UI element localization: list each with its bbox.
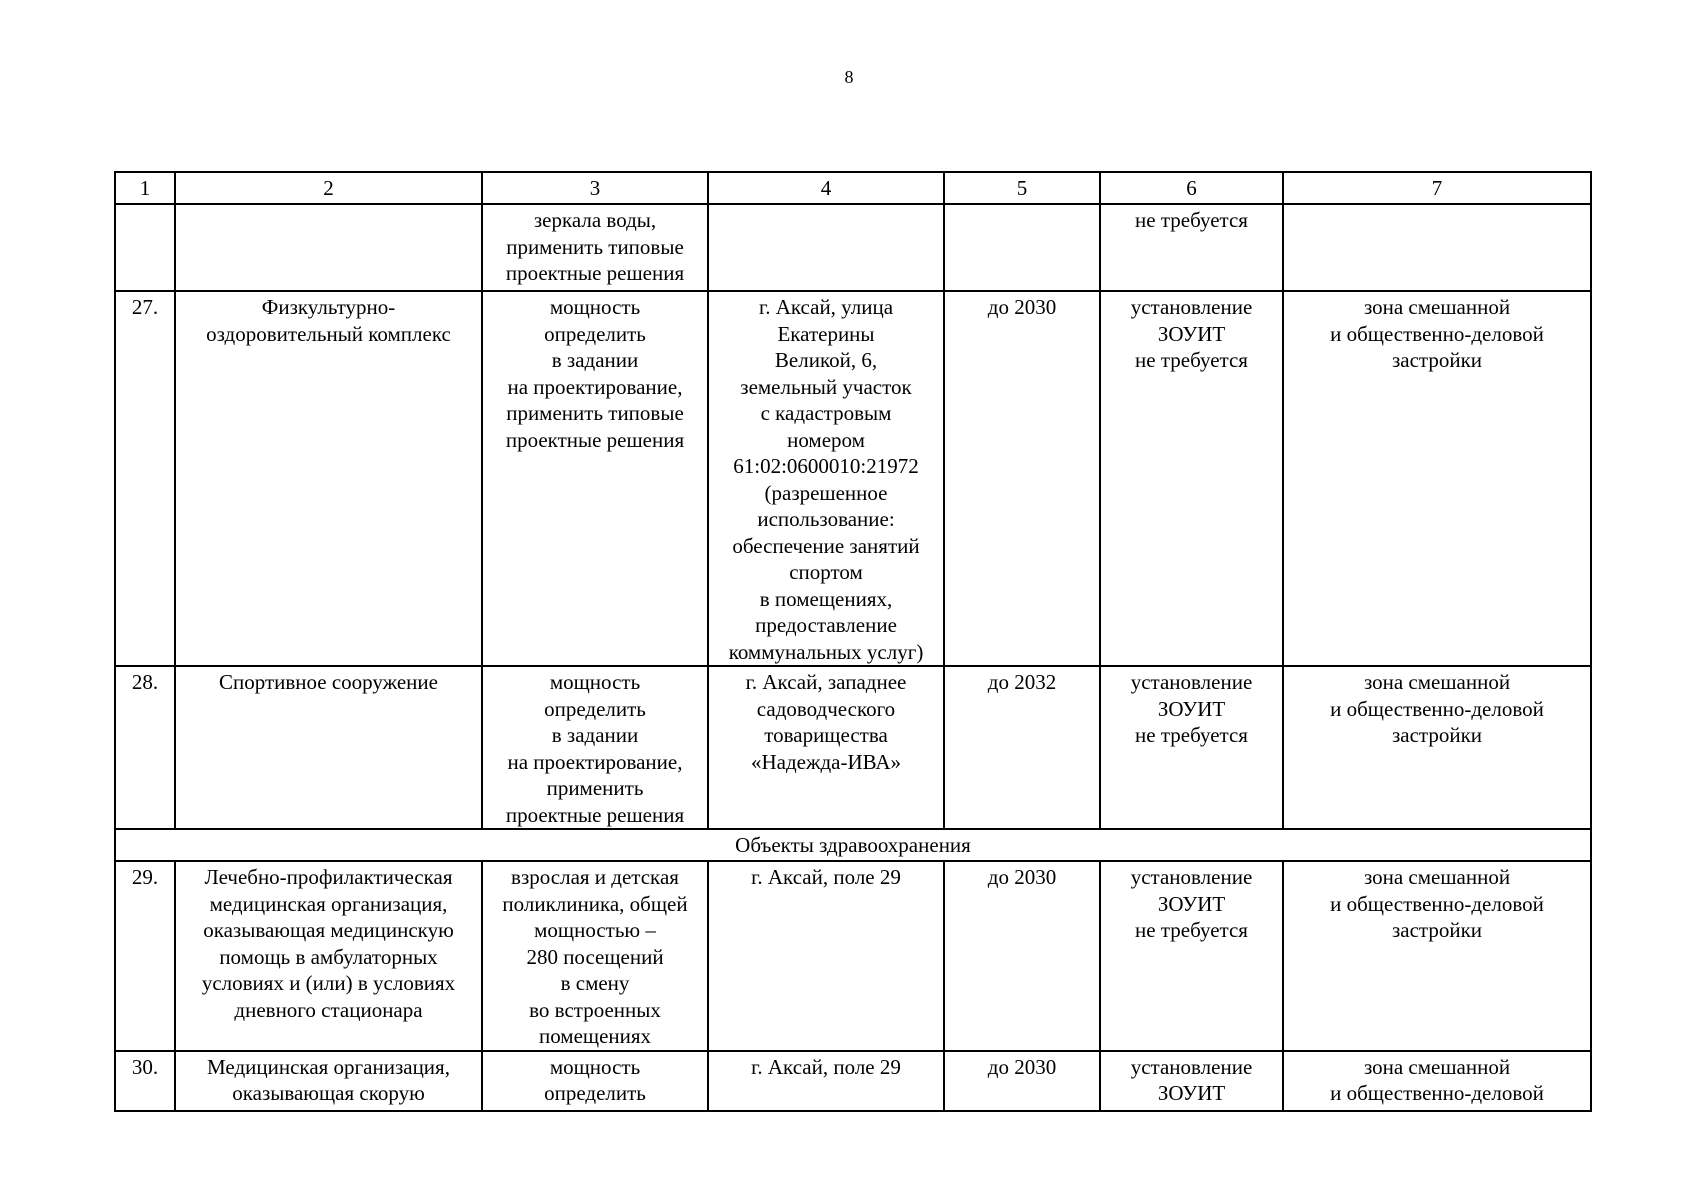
page-number: 8 <box>844 67 854 87</box>
location-cell <box>708 861 944 1051</box>
cell-line: и общественно-деловой <box>1330 891 1544 916</box>
continuation-rows <box>115 204 1591 291</box>
cell-line: установление <box>1130 1054 1253 1079</box>
cell-line: установление <box>1130 670 1253 694</box>
cell-line: использование: <box>757 507 895 531</box>
cell-line: мощность <box>549 1054 641 1079</box>
cell-line: применить типовые <box>506 401 684 425</box>
cell-line: зона смешанной <box>1363 865 1511 889</box>
section-row-health <box>115 829 1591 861</box>
term-cell <box>944 666 1100 829</box>
zone-cell <box>1283 1051 1591 1111</box>
zouit-cell <box>1100 291 1283 666</box>
cell-line: оказывающая скорую <box>232 1081 425 1105</box>
cell-line: Лечебно-профилактическая <box>204 865 453 889</box>
row-number-cell: 30. <box>115 1051 175 1111</box>
object-name-cell <box>175 861 482 1051</box>
cell-line: Медицинская организация, <box>207 1054 450 1079</box>
cell-line: Екатерины <box>777 321 875 346</box>
cell-line: товарищества <box>764 723 888 747</box>
location-cell <box>708 204 944 291</box>
cell-line: застройки <box>1391 348 1483 372</box>
cell-line: в смену <box>560 971 630 995</box>
cell-line: до 2032 <box>987 670 1057 694</box>
column-number: 3 <box>482 172 708 204</box>
cell-line: не требуется <box>1135 918 1248 942</box>
cell-line: (разрешенное <box>764 480 888 505</box>
cell-line: применить <box>546 776 644 800</box>
cell-line: предоставление <box>755 613 897 637</box>
term-cell <box>944 204 1100 291</box>
object-name-cell <box>175 291 482 666</box>
zone-cell <box>1283 861 1591 1051</box>
cell-line: взрослая и детская <box>511 865 679 889</box>
cell-line: в помещениях, <box>759 586 893 611</box>
cell-line: определить <box>544 321 646 346</box>
cell-line: ЗОУИТ <box>1157 891 1226 916</box>
capacity-cell <box>482 861 708 1051</box>
cell-line: до 2030 <box>987 295 1057 319</box>
column-number: 7 <box>1283 172 1591 204</box>
capacity-cell <box>482 204 708 291</box>
table-row <box>115 1051 1591 1111</box>
zouit-cell <box>1100 1051 1283 1111</box>
section-title: Объекты здравоохранения <box>115 829 1591 861</box>
zone-cell <box>1283 291 1591 666</box>
cell-line: не требуется <box>1135 208 1248 232</box>
location-cell <box>708 291 944 666</box>
cell-line: Спортивное сооружение <box>219 670 438 694</box>
cell-line: 280 посещений <box>526 944 664 969</box>
cell-line: с кадастровым <box>760 401 892 425</box>
location-cell <box>708 666 944 829</box>
cell-line: проектные решения <box>505 427 685 452</box>
cell-line: зона смешанной <box>1363 1054 1511 1079</box>
capacity-cell <box>482 1051 708 1111</box>
planned-objects-table <box>114 171 1592 1112</box>
cell-line: медицинская организация, <box>209 891 448 916</box>
table-row <box>115 861 1591 1051</box>
column-number: 1 <box>115 172 175 204</box>
column-number: 5 <box>944 172 1100 204</box>
object-name-cell <box>175 666 482 829</box>
row-number-cell: 28. <box>115 666 175 829</box>
cell-line: не требуется <box>1135 348 1248 372</box>
cell-line: проектные решения <box>505 802 685 827</box>
cell-line: применить типовые <box>506 234 684 259</box>
cell-line: до 2030 <box>987 1054 1057 1079</box>
cell-line: до 2030 <box>987 865 1057 889</box>
cell-line: г. Аксай, западнее <box>745 670 907 694</box>
cell-line: оздоровительный комплекс <box>206 321 451 346</box>
cell-line: ЗОУИТ <box>1157 696 1226 721</box>
object-name-cell <box>175 204 482 291</box>
cell-line: в задании <box>551 723 639 747</box>
cell-line: дневного стационара <box>234 997 423 1022</box>
zouit-cell <box>1100 861 1283 1051</box>
cell-line: условиях и (или) в условиях <box>201 971 456 995</box>
cell-line: определить <box>544 1081 646 1105</box>
table-row <box>115 204 1591 291</box>
cell-line: помещениях <box>538 1024 652 1048</box>
health-rows <box>115 861 1591 1111</box>
cell-line: помощь в амбулаторных <box>219 944 438 969</box>
column-number-row <box>115 172 1591 204</box>
cell-line: не требуется <box>1135 723 1248 747</box>
cell-line: зона смешанной <box>1363 670 1511 694</box>
cell-line: поликлиника, общей <box>502 891 688 916</box>
capacity-cell <box>482 666 708 829</box>
term-cell <box>944 1051 1100 1111</box>
cell-line: садоводческого <box>756 696 896 721</box>
table-row <box>115 666 1591 829</box>
cell-line: оказывающая медицинскую <box>203 918 454 942</box>
cell-line: ЗОУИТ <box>1157 1081 1226 1105</box>
column-number: 6 <box>1100 172 1283 204</box>
cell-line: застройки <box>1391 723 1483 747</box>
cell-line: застройки <box>1391 918 1483 942</box>
row-number-cell: 29. <box>115 861 175 1051</box>
zone-cell <box>1283 204 1591 291</box>
cell-line: номером <box>787 427 865 452</box>
cell-line: зона смешанной <box>1363 295 1511 319</box>
zouit-cell <box>1100 204 1283 291</box>
cell-line: установление <box>1130 295 1253 319</box>
column-number: 4 <box>708 172 944 204</box>
cell-line: и общественно-деловой <box>1330 321 1544 346</box>
cell-line: Великой, 6, <box>774 348 878 372</box>
cell-line: зеркала воды, <box>533 208 657 232</box>
cell-line: г. Аксай, улица <box>758 295 894 319</box>
cell-line: коммунальных услуг) <box>728 639 924 664</box>
term-cell <box>944 291 1100 666</box>
cell-line: г. Аксай, поле 29 <box>751 865 901 889</box>
table-row <box>115 291 1591 666</box>
cell-line: в задании <box>551 348 639 372</box>
cell-line: и общественно-деловой <box>1330 696 1544 721</box>
cell-line: во встроенных <box>529 997 661 1022</box>
cell-line: и общественно-деловой <box>1330 1081 1544 1105</box>
row-number-cell: 27. <box>115 291 175 666</box>
cell-line: спортом <box>789 560 863 584</box>
cell-line: определить <box>544 696 646 721</box>
location-cell <box>708 1051 944 1111</box>
cell-line: мощностью – <box>534 918 656 942</box>
cell-line: на проектирование, <box>507 374 683 399</box>
cell-line: на проектирование, <box>507 749 683 774</box>
object-name-cell <box>175 1051 482 1111</box>
cell-line: Физкультурно- <box>261 295 396 319</box>
term-cell <box>944 861 1100 1051</box>
cell-line: «Надежда-ИВА» <box>750 749 901 774</box>
column-number: 2 <box>175 172 482 204</box>
cell-line: земельный участок <box>740 374 912 399</box>
cell-line: установление <box>1130 865 1253 889</box>
cell-line: мощность <box>549 670 641 694</box>
row-number-cell <box>115 204 175 291</box>
cell-line: проектные решения <box>505 261 685 285</box>
cell-line: обеспечение занятий <box>732 533 920 558</box>
cell-line: мощность <box>549 295 641 319</box>
capacity-cell <box>482 291 708 666</box>
cell-line: 61:02:0600010:21972 <box>733 454 919 478</box>
sport-rows <box>115 291 1591 829</box>
zone-cell <box>1283 666 1591 829</box>
cell-line: г. Аксай, поле 29 <box>751 1054 901 1079</box>
zouit-cell <box>1100 666 1283 829</box>
cell-line: ЗОУИТ <box>1157 321 1226 346</box>
